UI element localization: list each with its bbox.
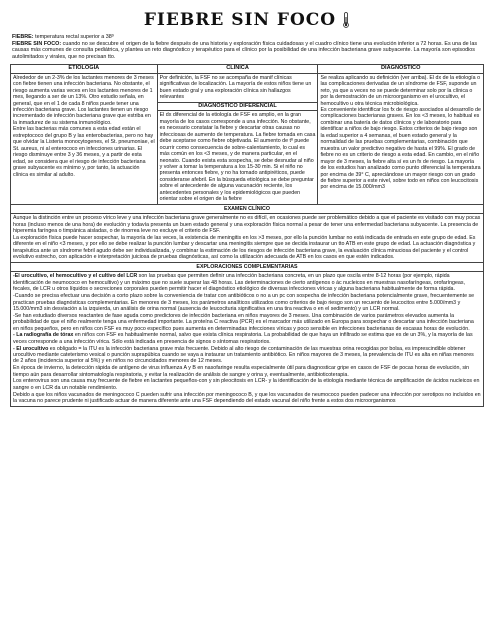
- exploracion-item-text: Los enterovirus son una causa muy frecuente de fiebre en lactantes pequeños-con y sin pleocitosis en LCR- y la identificación de la etiología mediante técnica de amplificación de ácidos nucleicos en sangre o en LCR da un notable rendimiento.: [13, 378, 480, 391]
- etiologia-text: Alrededor de un 2-3% de los lactantes menores de 3 meses con fiebre tienen una infección bacteriana. No obstante, el riesgo aumenta varias veces en los lactantes menores de 1 mes, llegando a ser de un 13%. Otro estudio señala, en general, que en el 1 de cada 8 niños puede tener una infección bacteriana grave. Los lactantes tienen un riesgo incrementado de infección bacteriana grave que estriba en la inmadurez de su sistema inmunológico. Entre las bacterias más comunes a esta edad están el estreptococo del grupo B y las enterobacterias, pero no hay que olvidar la Listeria monocytogenes, el St. pneumoniae, el St. aureus, ni al enterococo en infecciones urinarias. El riesgo disminuye entre 3 y 36 meses, y a partir de esta edad, se considera que el riesgo de infección bacteriana grave subyacente es mínimo y, por tanto, la actuación clínica es similar al adulto.: [13, 74, 155, 178]
- fsf-label: FIEBRE SIN FOCO:: [12, 40, 62, 47]
- exploracion-item-text: En época de invierno, la detección rápida de antígeno de virus influenza A y B en nasofaringe resulta especialmente útil para diagnosticar gripe en casos de FSF de pocas horas de evolución, sin tiempo aún para desarrollar sintomatología respiratoria, y evitar la realización de análisis de sangre y orina y, eventualmente, antibioticoterapia.: [13, 365, 470, 378]
- exploracion-item-text: en niños con FSF es habitualmente normal, salvo que exista clínica respiratoria. La probabilidad de que haya un infiltrado se estima que es de un 3%, y la mayoría de las veces corresponde a una infección vírica. Sólo está indicada en presencia de signos o síntomas respiratorios.: [13, 332, 473, 345]
- exploracion-item: [13, 365, 481, 378]
- exploraciones-list: [13, 273, 481, 404]
- examen-header: EXAMEN CLÍNICO: [11, 204, 484, 213]
- etiologia-header: ETIOLOGÍA: [11, 64, 158, 73]
- examen-cell: [11, 214, 484, 263]
- diagnostico-cell: [318, 73, 484, 204]
- diagnostico-text: Se realiza aplicando su definición (ver arriba). El dx de la etiología o las complicaciones derivadas de un síndrome de FSF, suponde un reto, ya que a veces no se puede determinar solo por la clínica o por la demostración de un microorganismo en el urocultivo, el hemocultivo u otra técnica microbiológica. Es conveniente identificar los fx de riesgo asociados al desarrollo de complicaciones bacterianas graves. En los <3 meses, lo habitual es combinar una batería de datos clínicos y de laboratorio para identificar a niños de bajo riesgo. Estos criterios de bajo riesgo son la edad superior a 4 semanas, el buen estado general y la normalidad de las pruebas complementarias, combinación que muestra un valor predictivo negativo de hasta el 99%. El grado de fiebre no es un criterio de riesgo a esta edad. En cambio, en el niño mayor de 3 meses, la fiebre alta sí es un fx de riesgo. La mayoría de los estudios han analizado como punto diferencial la temperatura por encima de 39° C, apreciándose un mayor riesgo con un grado de fiebre superior a este nivel, sobre todo en niños con leucocitosis por encima de 15.000/mm3: [320, 74, 481, 191]
- exploracion-item-label: - La radiografía de tórax: [13, 332, 74, 339]
- page-title: FIEBRE SIN FOCO: [143, 9, 337, 30]
- fiebre-label: FIEBRE:: [12, 34, 34, 40]
- diagnostico-diferencial-text: El dx diferencial de la etiología de FSF es amplio, en la gran mayoría de los casos corresponde a una infección. No obstante, es necesario constatar la fiebre y descartar otras causas no infecciosas de aumento de temperatura. La fiebre tomada en casa debe aceptarse como fiebre objetivada. El aumento de tº puede ocurrir como consecuencia de sobre-calentamiento, lo cual es más común en los <3 meses, y de manera particular, en el neonato. Cuando exista esta sospecha, se debe desnudar al niño y volver a tomar la temperatura a los 15-30 min. Si el niño no presenta entonces fiebre, y no ha tomado antipiréticos, puede considerarse afebril. En la búsqueda etiológica se debe preguntar sobre el antecedente de alguna vacunación reciente, los antecedentes personales y los epidemiológicos que pueden orientar sobre el origen de la fiebre: [159, 112, 316, 203]
- exploracion-item-label: -El urocultivo, el hemocultivo y el cultivo del LCR: [13, 273, 138, 280]
- exploracion-item: [13, 313, 481, 332]
- fiebre-text: temperatura rectal superior a 38º: [33, 34, 114, 40]
- exploracion-item-text: Debido a que los niños vacunados de meningococo C pueden sufrir una infección por meningococo B, y que los vacunados de neumococo pueden padecer una infección por serotipos no incluidos en la vacuna no parece prudente ni justificado actuar de manera diferente ante una FSF dependiendo del estado vacunal del niño frente a estos dos microorganismos: [13, 391, 481, 405]
- exploracion-item: [13, 392, 481, 405]
- exploracion-item-text: -Se han estudiado diversos reactantes de fase aguda como predictores de infección bacteriana en niños mayores de 3 meses. Una combinación de varios parámetros elevados aumenta la probabilidad de que el niño realmente tenga una enfermedad importante. La proteína C reactiva (PCR) es el marcador más utilizado en Europa para sospechar o descartar una infección bacteriana en niños pequeños, pero en niños con FSF es muy poco específico pues aumenta en determinadas infecciones víricas y poco sensible en infecciones bacterianas de escasas horas de evolución.: [13, 312, 474, 332]
- intro-section: [10, 32, 484, 63]
- examen-paragraph: La exploración física puede hacer sospechar, la mayoría de las veces, la existencia de meningitis en los >3 meses, por ello la punción lumbar no está indicada de entrada en este grupo de edad. Es diferente en el niño <3 meses, y por ello se debe realizar la punción lumbar y descartar una meningitis siempre que se decida instaurar un tto ATB en este grupo de edad. La actuación diagnóstica y terapéutica ante un síndrome febril agudo debe ser individualizada, y combinar la estimación de los riesgos de infección bacteriana grave, la evaluación clínica minuciosa del paciente y el control evolutivo estrecho, con aplicación e interpretación juiciosa de pruebas diagnósticas, así como la utilización adecuada de ATB en los casos en que estén indicados.: [13, 234, 476, 261]
- exploracion-item: [13, 332, 481, 345]
- clinica-text: Por definición, la FSF no se acompaña de manif clínicas significativas de localización. La mayoría de estos niños tiene un buen estado gral y una exploración clínica sin hallazgos relevantes: [159, 74, 312, 101]
- exploracion-item-label: - El urocultivo: [13, 345, 49, 352]
- fsf-definition: [12, 41, 482, 60]
- fsf-text: cuando no se descubre el origen de la fiebre después de una historia y exploración física cuidadosas y el cuadro clínico tiene una evolución inferior a 72 horas. Es una de las causas más comunes de consulta pediátrica, y plantea un reto diagnóstico y terapéutico para el clínico por la posibilidad de una infección bacteriana grave subyacente. La mayoría son episodios autolimitados y virales, que no precisan tto.: [12, 40, 478, 60]
- main-table: [10, 64, 484, 407]
- diagnostico-header: DIAGNÓSTICO: [318, 64, 484, 73]
- fiebre-definition: [12, 34, 482, 40]
- exploracion-item: [13, 346, 481, 365]
- clinica-header: CLÍNICA: [157, 64, 318, 73]
- exploracion-item-text: -Cuando se precisa efectuar una decisión a corto plazo sobre la conveniencia de tratar con antibióticos o no a un pc con sospecha de infección bacteriana potencialmente grave, frecuentemente se practican pruebas diagnósticas complementarias. En menores de 3 meses, los parámetros analíticos utilizados como criterios de bajo riesgo son un recuento de leucocitos entre 5.000/mm3 y 15.000/mm3 sin desviación a la izquierda, un análisis de orina normal (ausencia de leucocituria significativa en una tira reactiva o en el sedimento) y un LCR normal.: [13, 293, 475, 312]
- exploraciones-header: EXPLORACIONES COMPLEMENTARIAS: [11, 262, 484, 271]
- exploraciones-cell: [11, 272, 484, 406]
- clinica-cell: [157, 73, 318, 204]
- exploracion-item: [13, 378, 481, 391]
- etiologia-cell: [11, 73, 158, 204]
- examen-paragraph: Aunque la distinción entre un proceso vírico leve y una infección bacteriana grave generalmente no es difícil, en ocasiones puede ser problemático debido a que el paciente es visitado con muy pocas horas (incluso menos de una hora) de evolución y todavía presenta un buen estado general y una exploración física normal a pesar de tener una enfermedad bacteriana subyacente. La presencia de hiperemia faríngea o timpánica aisladas, o de rinorrea leve no excluye el criterio de FSF.: [13, 215, 481, 235]
- exploracion-item-text: es obligado = la ITU es la infección bacteriana grave más frecuente. Debido al alto riesgo de contaminación de las muestras orina recogidas por bolsa, es imprescindible obtener urocultivo mediante cateterismo vesical o punción suprapúbica cuando se vaya a instaurar un tratamiento antibiótico. En niños mayores de 3 meses, la prevalencia de ITU es alta en niñas menores de 2 años (incidencia superior al 5%) y en niños no circuncidados menores de 12 meses.: [13, 345, 474, 365]
- exploracion-item-text: son las pruebas que permiten definir una infección bacteriana concreta, en un plazo que oscila entre 8-12 horas (por ejemplo, rápida identificación de neumococo en hemocultivo) y un máximo que no suele superar las 48 horas. Las determinaciones de cierto antígenos o ác nucleicos en muestras nasofaríngeas, orofaríngeas, fecales, de LCR u otros líquidos o secreciones corporales pueden permitir hacer el diagnóstico etiológico de diversas infecciones víricas y alguna bacteriana habitualmente de forma rápida.: [13, 273, 465, 293]
- thermometer-icon: [342, 12, 350, 28]
- exploracion-item: [13, 273, 481, 292]
- exploracion-item: [13, 293, 481, 312]
- header: [10, 8, 484, 32]
- diagnostico-diferencial-header: DIAGNÓSTICO DIFERENCIAL: [158, 102, 318, 112]
